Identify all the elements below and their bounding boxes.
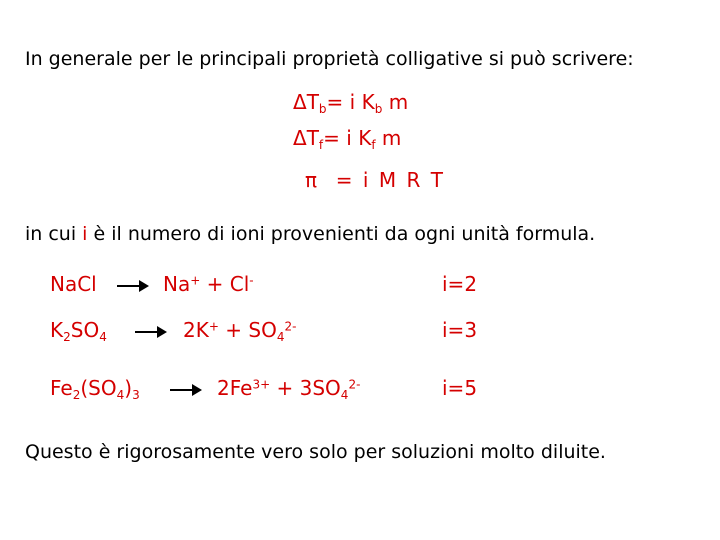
reaction-2-factor: i=3 (442, 318, 478, 342)
sub-f: f (318, 138, 324, 153)
pi-symbol: π (305, 168, 320, 192)
equals: = (326, 90, 344, 114)
explanation-text: in cui i è il numero di ioni provenienti da ogni unità formula. (25, 223, 596, 245)
molality-m: m (388, 90, 409, 114)
equals: = (323, 126, 340, 150)
equation-boiling (293, 90, 408, 116)
var-t: T (306, 90, 319, 114)
molality-m: m (381, 126, 402, 150)
reaction-1-reactant: NaCl (50, 272, 97, 296)
van-t-hoff-i: i (362, 168, 371, 192)
delta-symbol: Δ (293, 90, 307, 114)
constant-k: K (361, 90, 375, 114)
gas-constant-r: R (406, 168, 423, 192)
equals: = (335, 168, 355, 192)
delta-symbol: Δ (293, 126, 307, 150)
temperature-t: T (430, 168, 445, 192)
k-sub: f (371, 138, 376, 153)
reaction-3-factor: i=5 (442, 376, 478, 400)
intro-text: In generale per le principali proprietà colligative si può scrivere: (25, 48, 634, 70)
reaction-1-products: Na+ + Cl- (163, 272, 254, 296)
reaction-arrow-icon (117, 285, 147, 287)
equation-osmotic (305, 168, 445, 192)
equation-freezing (293, 126, 401, 152)
van-t-hoff-i: i (349, 90, 356, 114)
reaction-2-reactant: $K_2SO_4$ (50, 318, 107, 345)
van-t-hoff-i: i (346, 126, 352, 150)
k-sub: b (374, 102, 383, 117)
constant-k: K (358, 126, 372, 150)
reaction-2-products: $2K^+ + SO_4^{2-}$ (183, 318, 297, 345)
reaction-arrow-icon (170, 389, 200, 391)
molarity-m: M (378, 168, 399, 192)
conclusion-text: Questo è rigorosamente vero solo per soluzioni molto diluite. (25, 441, 606, 463)
reaction-3-products: $2Fe^{3+} + 3SO_4^{2-}$ (217, 376, 361, 403)
reaction-1-factor: i=2 (442, 272, 478, 296)
var-t: T (306, 126, 319, 150)
reaction-3-reactant: $Fe_2(SO_4)_3$ (50, 376, 140, 403)
sub-b: b (318, 102, 327, 117)
reaction-arrow-icon (135, 331, 165, 333)
highlight-i: i (82, 223, 88, 245)
